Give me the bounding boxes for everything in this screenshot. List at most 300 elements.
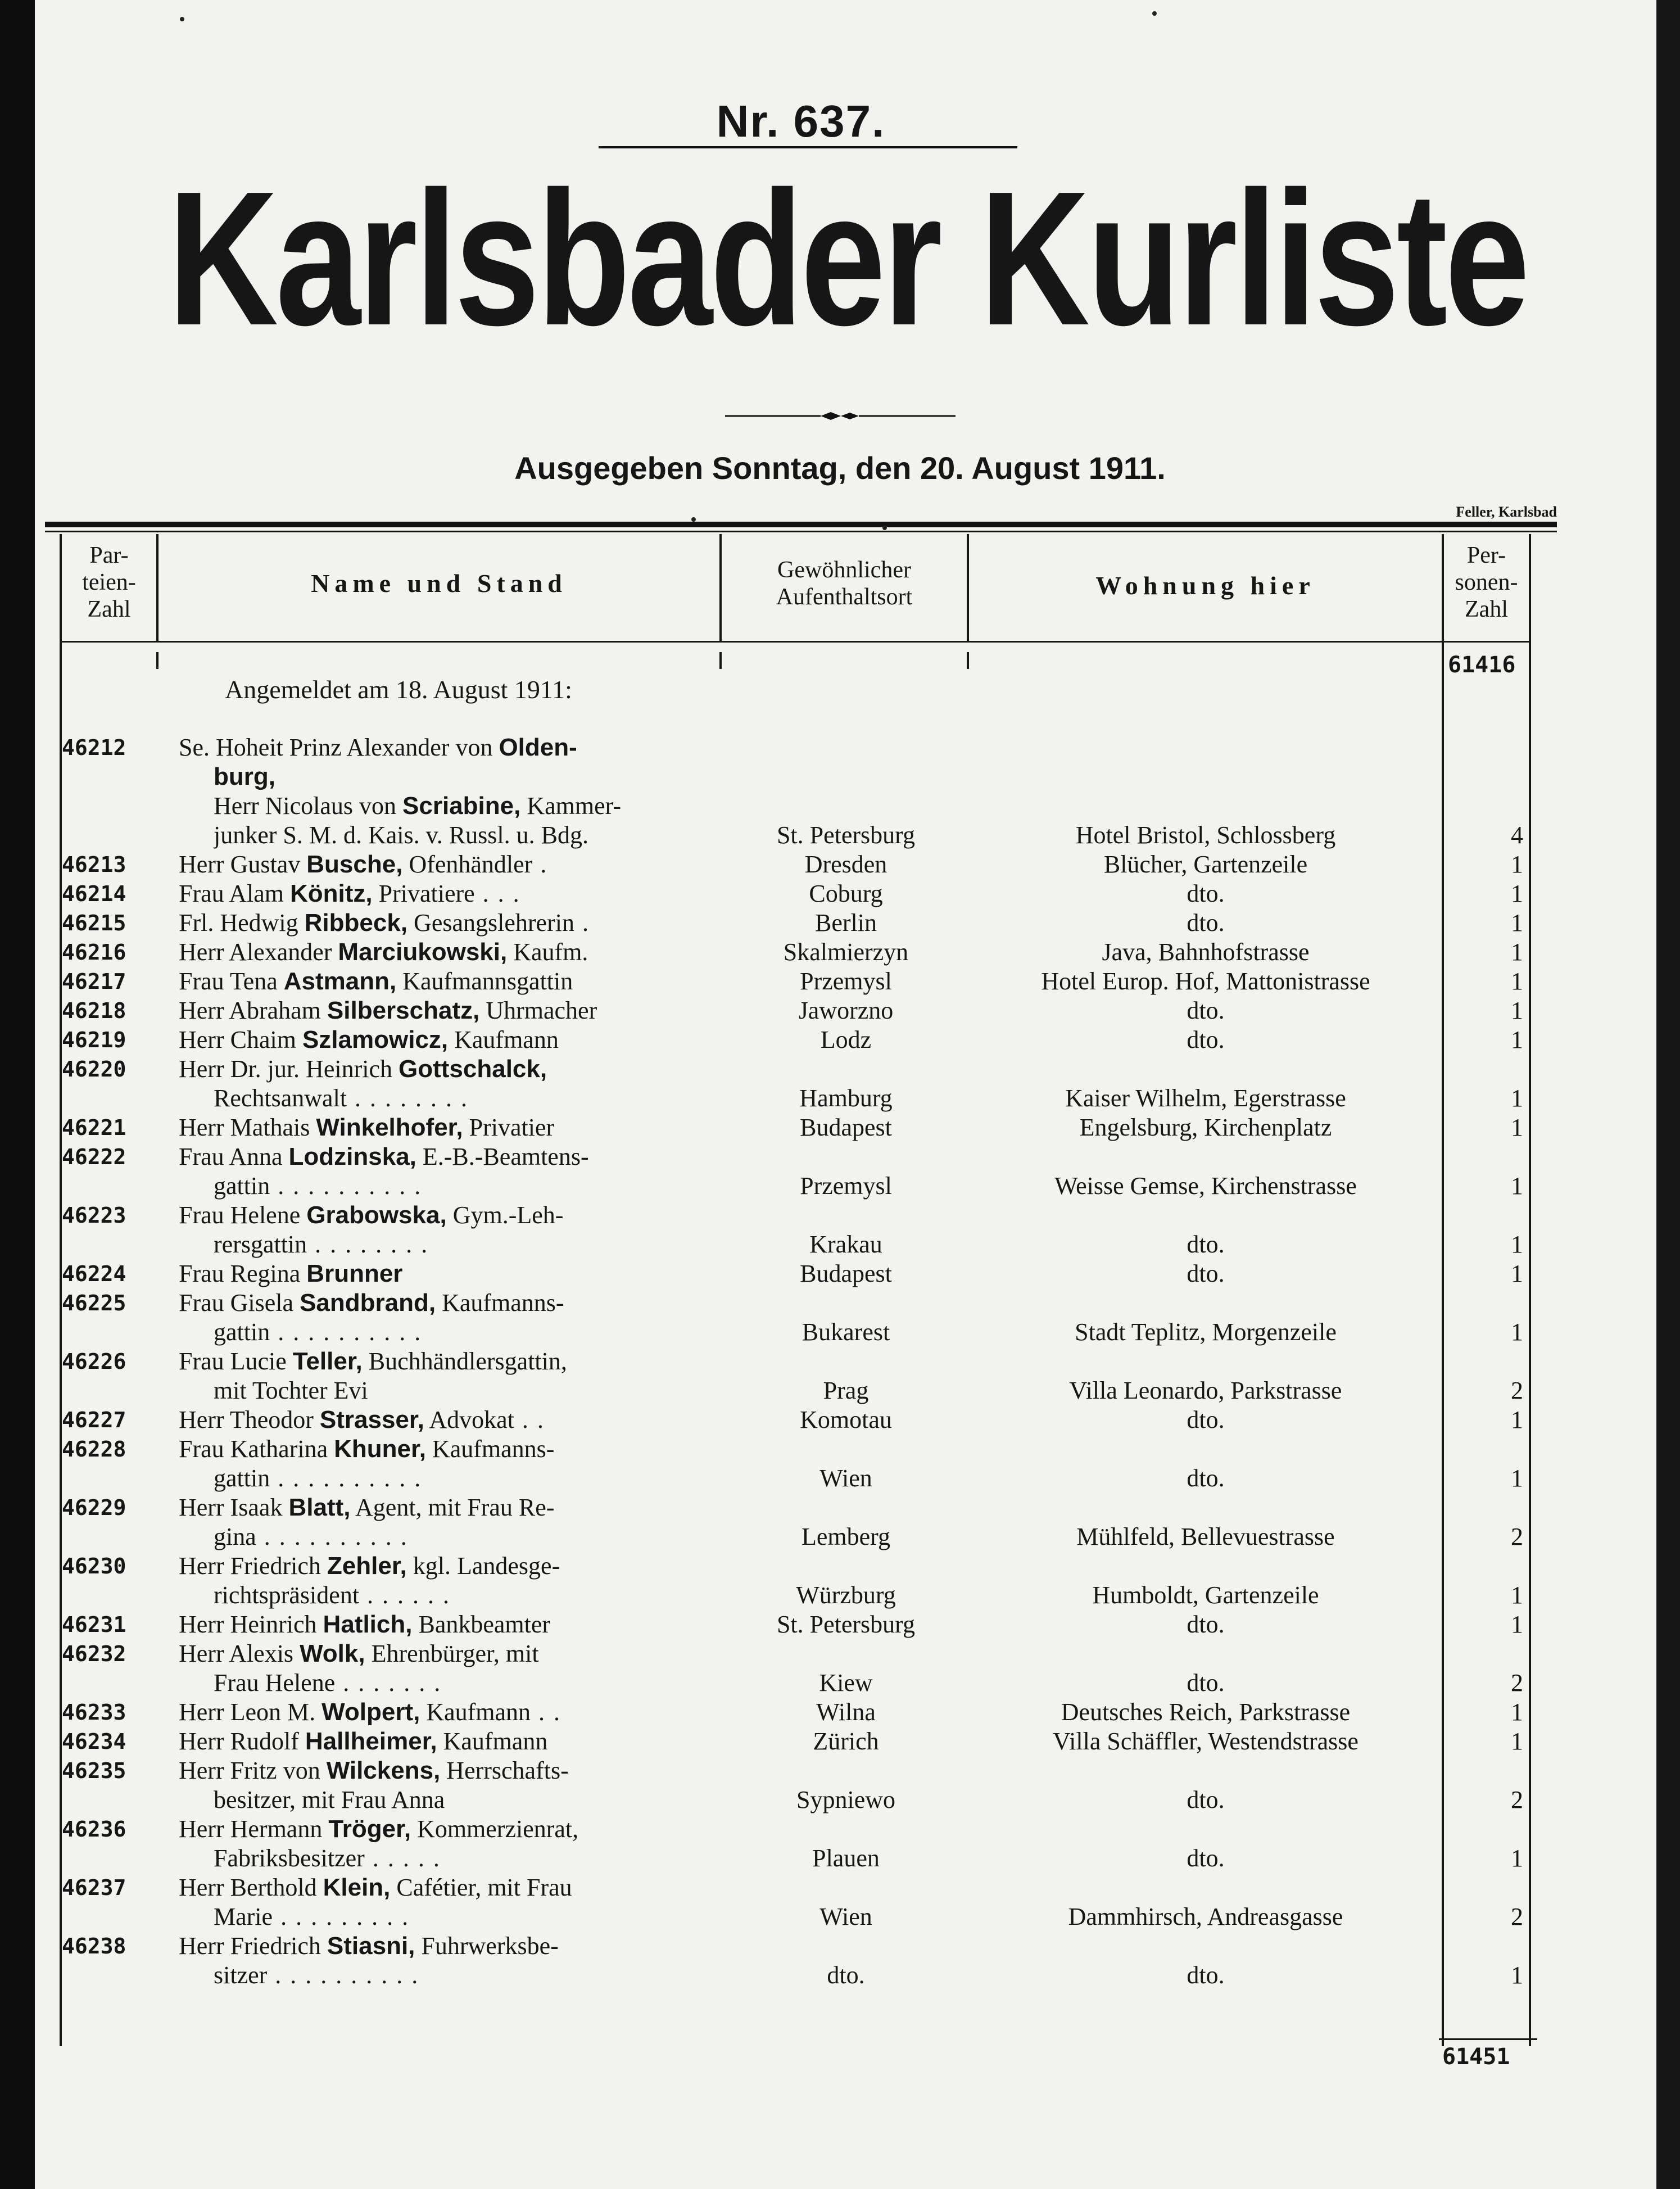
person-count-cell: 1 [1511,1961,1523,1989]
party-number: 46238 [62,1934,126,1959]
guest-name-status [214,1464,753,1492]
leader-dots [597,997,605,1024]
table-row [0,1611,1680,1639]
body-divider-3 [967,652,969,669]
party-number: 46229 [62,1495,126,1520]
name-prefix: Herr Heinrich [179,1611,323,1638]
leader-dots: .......... [278,1318,430,1346]
name-prefix: Herr Theodor [179,1406,320,1433]
lodging-cell: Villa Schäffler, Westendstrasse [1053,1727,1359,1755]
party-number: 46220 [62,1057,126,1082]
name-prefix: Frau Alam [179,880,290,907]
residence-cell: Berlin [815,909,877,937]
leader-dots: .......... [278,1464,430,1492]
table-row [0,1874,1680,1902]
lodging-cell: Deutsches Reich, Parkstrasse [1061,1698,1351,1726]
party-number: 46219 [62,1028,126,1052]
guest-surname: Stiasni, [327,1932,415,1960]
guest-name-status [179,1347,718,1376]
residence-cell: St. Petersburg [776,821,916,849]
table-row [0,1464,1680,1492]
leader-dots [445,1786,452,1813]
table-row [0,997,1680,1025]
leader-dots: .......... [264,1523,416,1550]
party-number: 46217 [62,969,126,994]
guest-name-status [214,1318,753,1346]
table-row [0,1201,1680,1229]
table-row [0,1903,1680,1931]
name-prefix: rersgattin [214,1231,307,1258]
residence-cell: Plauen [812,1844,880,1872]
party-number: 46222 [62,1145,126,1169]
name-suffix: Kaufmannsgattin [396,967,573,995]
issue-underline [599,146,1017,148]
issue-number: Nr. 637. [716,96,886,146]
guest-name-status [214,1377,753,1405]
name-prefix: Fabriksbesitzer [214,1844,365,1872]
name-prefix: Herr Rudolf [179,1727,305,1755]
residence-cell: Kiew [819,1669,873,1697]
leader-dots [564,1289,572,1317]
scan-speck [691,517,696,522]
party-number: 46215 [62,911,126,935]
guest-surname: Ribbeck, [304,909,408,937]
name-prefix: Frau Helene [214,1669,336,1697]
leader-dots: .. [522,1406,553,1433]
leader-dots [554,1494,562,1521]
name-prefix: Frau Tena [179,967,284,995]
leader-dots: ... [482,880,528,907]
residence-cell: Lemberg [801,1523,891,1550]
name-prefix: Frl. Hedwig [179,909,305,937]
name-prefix: Marie [214,1903,273,1930]
leader-dots: ........ [355,1084,477,1112]
leader-dots [567,1347,575,1375]
table-row [0,1347,1680,1376]
leader-dots [563,1201,571,1229]
residence-cell: Coburg [809,880,883,907]
person-count-cell: 1 [1511,1172,1523,1200]
guest-name-status [214,1903,753,1931]
guest-name-status [179,1406,718,1434]
guest-name-status [214,1786,753,1814]
leader-dots [547,1727,555,1755]
person-count-cell: 1 [1511,1727,1523,1755]
person-count-cell: 1 [1511,938,1523,966]
guest-name-status [179,967,718,996]
person-count-cell: 1 [1511,851,1523,878]
residence-cell: Dresden [804,851,887,878]
guest-name-status [214,1581,753,1609]
leader-dots [539,1640,547,1667]
guest-surname: Zehler, [327,1552,407,1580]
leader-dots [402,1260,410,1287]
name-prefix: Frau Gisela [179,1289,300,1317]
guest-surname: Astmann, [283,967,397,995]
scan-speck [1152,11,1157,16]
person-count-cell: 1 [1511,1464,1523,1492]
running-total-after: 61451 [1442,2044,1510,2070]
table-row [0,851,1680,879]
party-number: 46235 [62,1758,126,1783]
leader-dots [550,1611,558,1638]
name-prefix: Herr Hermann [179,1815,329,1843]
name-prefix: Herr Fritz von [179,1757,327,1784]
name-suffix: Agent, mit Frau Re- [350,1494,555,1521]
lodging-cell: Kaiser Wilhelm, Egerstrasse [1065,1084,1346,1112]
party-number: 46231 [62,1612,126,1637]
guest-name-status [179,1640,718,1668]
guest-surname: Hallheimer, [305,1727,437,1755]
guest-surname: Brunner [306,1260,403,1287]
table-row [0,1494,1680,1522]
leader-dots [547,1055,555,1083]
name-prefix: Herr Gustav [179,851,307,878]
col-party-count-header: Par- teien- Zahl [82,542,136,622]
guest-name-status [179,1698,718,1726]
guest-name-status [179,1552,718,1580]
lodging-cell: Dammhirsch, Andreasgasse [1068,1903,1343,1930]
residence-cell: Wien [819,1464,872,1492]
lodging-cell: Java, Bahnhofstrasse [1102,938,1310,966]
guest-name-status [179,1611,718,1639]
party-number: 46223 [62,1203,126,1228]
residence-cell: St. Petersburg [776,1611,916,1638]
guest-name-status [179,909,718,937]
guest-surname: Gottschalck, [399,1055,547,1083]
lodging-cell: dto. [1187,880,1225,907]
guest-surname: Busche, [306,851,403,878]
table-row [0,1640,1680,1668]
table-row [0,1377,1680,1405]
name-suffix: Kaufmann [437,1727,548,1755]
issue-date-subtitle: Ausgegeben Sonntag, den 20. August 1911. [514,450,1166,486]
party-number: 46234 [62,1729,126,1754]
person-count-cell: 1 [1511,1581,1523,1609]
running-total-before: 61416 [1448,652,1516,678]
person-count-cell: 1 [1511,909,1523,937]
name-prefix: Frau Helene [179,1201,307,1229]
name-prefix: Herr Isaak [179,1494,289,1521]
name-prefix: gattin [214,1464,270,1492]
lodging-cell: dto. [1187,1464,1225,1492]
leader-dots [621,792,629,820]
table-row [0,1932,1680,1960]
guest-name-status [179,1815,718,1843]
printer-credit: Feller, Karlsbad [1456,504,1557,520]
name-prefix: Herr Chaim [179,1026,302,1053]
residence-cell: Wilna [816,1698,876,1726]
guest-name-status [179,734,718,762]
name-suffix: Kaufmann [420,1698,531,1726]
lodging-cell: dto. [1187,1669,1225,1697]
person-count-cell: 1 [1511,1844,1523,1872]
lodging-cell: Humboldt, Gartenzeile [1092,1581,1319,1609]
table-row [0,763,1680,791]
guest-name-status [214,763,753,791]
residence-cell: Skalmierzyn [783,938,909,966]
residence-cell: dto. [827,1961,865,1989]
guest-name-status [214,821,753,849]
col-name-status-header: Name und Stand [311,569,567,598]
guest-surname: Lodzinska, [288,1143,416,1170]
name-prefix: Herr Berthold [179,1874,323,1901]
name-prefix: Herr Alexis [179,1640,300,1667]
person-count-cell: 1 [1511,1114,1523,1141]
residence-cell: Budapest [800,1114,892,1141]
lodging-cell: Engelsburg, Kirchenplatz [1079,1114,1332,1141]
guest-surname: Szlamowicz, [302,1026,449,1053]
guest-name-status [179,851,718,879]
name-prefix: sitzer [214,1961,268,1989]
name-suffix: Cafétier, mit Frau [390,1874,572,1901]
guest-surname: Khuner, [334,1435,426,1463]
guest-name-status [179,1143,718,1171]
guest-name-status [214,1231,753,1259]
guest-surname: Sandbrand, [300,1289,436,1317]
guest-surname: Blatt, [288,1494,351,1521]
guest-name-status [214,1844,753,1873]
table-row [0,734,1680,762]
leader-dots [368,1377,376,1404]
lodging-cell: dto. [1187,1961,1225,1989]
leader-dots: ........ [315,1231,437,1258]
table-row [0,938,1680,966]
residence-cell: Budapest [800,1260,892,1287]
person-count-cell: 1 [1511,1026,1523,1053]
guest-name-status [179,1494,718,1522]
guest-name-status [214,1523,753,1551]
name-suffix: Ofenhändler [402,851,533,878]
table-row [0,1289,1680,1317]
person-count-cell: 4 [1511,821,1523,849]
guest-surname: Grabowska, [306,1201,447,1229]
leader-dots [559,1026,567,1053]
table-row [0,1844,1680,1873]
table-row [0,967,1680,996]
guest-name-status [214,792,753,820]
guest-surname: Olden- [499,734,577,761]
person-count-cell: 1 [1511,1698,1523,1726]
name-prefix: Herr Nicolaus von [214,792,403,820]
table-row [0,1055,1680,1083]
table-row [0,1815,1680,1843]
guest-surname: Teller, [292,1347,363,1375]
party-number: 46227 [62,1408,126,1432]
leader-dots [554,1114,562,1141]
person-count-cell: 1 [1511,967,1523,995]
name-prefix: gina [214,1523,256,1550]
name-prefix: Se. Hoheit Prinz Alexander von [179,734,499,761]
person-count-cell: 2 [1511,1903,1523,1930]
guest-name-status [179,1201,718,1229]
party-number: 46226 [62,1349,126,1374]
lodging-cell: dto. [1187,997,1225,1024]
lodging-cell: Weisse Gemse, Kirchenstrasse [1054,1172,1357,1200]
table-row [0,821,1680,849]
person-count-cell: 1 [1511,1406,1523,1433]
person-count-cell: 2 [1511,1377,1523,1404]
total-rule [1439,2038,1537,2040]
leader-dots [572,1874,580,1901]
guest-surname: Wolk, [300,1640,365,1667]
guest-name-status [179,1289,718,1317]
leader-dots: ......... [280,1903,418,1930]
name-suffix: Advokat [424,1406,514,1433]
name-prefix: Frau Katharina [179,1435,334,1463]
guest-name-status [179,997,718,1025]
leader-dots [573,967,581,995]
lodging-cell: Blücher, Gartenzeile [1103,851,1308,878]
guest-surname: Wilckens, [326,1757,441,1784]
table-row [0,1581,1680,1609]
leader-dots: ...... [367,1581,459,1609]
table-row [0,1698,1680,1726]
name-suffix: Kommerzienrat, [411,1815,579,1843]
guest-name-status [179,938,718,966]
leader-dots: .......... [275,1961,427,1989]
guest-surname: burg, [214,763,275,790]
party-number: 46221 [62,1115,126,1140]
name-prefix: Herr Leon M. [179,1698,322,1726]
body-divider-1 [156,652,159,669]
name-suffix: Ehrenbürger, mit [365,1640,539,1667]
person-count-cell: 1 [1511,1260,1523,1287]
leader-dots [578,1815,586,1843]
col-lodging-header: Wohnung hier [1095,571,1315,600]
masthead-title: Karlsbader Kurliste [167,152,1528,365]
guest-surname: Klein, [323,1874,391,1901]
guest-name-status [179,1055,718,1083]
lodging-cell: dto. [1187,1231,1225,1258]
leader-dots [559,1932,567,1960]
guest-surname: Tröger, [328,1815,411,1843]
table-row [0,1026,1680,1054]
lodging-cell: Mühlfeld, Bellevuestrasse [1076,1523,1335,1550]
party-number: 46212 [62,735,126,760]
party-number: 46218 [62,998,126,1023]
leader-dots [588,821,596,849]
guest-name-status [179,880,718,908]
residence-cell: Wien [819,1903,872,1930]
name-prefix: Frau Lucie [179,1347,293,1375]
lodging-cell: dto. [1187,1026,1225,1053]
person-count-cell: 2 [1511,1523,1523,1550]
header-rule-thick [45,522,1557,527]
name-suffix: Kaufmanns- [436,1289,564,1317]
name-prefix: gattin [214,1318,270,1346]
name-suffix: Herrschafts- [440,1757,569,1784]
residence-cell: Jaworzno [798,997,894,1024]
scan-speck [180,17,184,21]
table-row [0,1318,1680,1346]
body-divider-2 [719,652,722,669]
header-bottom-rule [60,641,1531,643]
guest-name-status [179,1932,718,1960]
name-prefix: mit Tochter Evi [214,1377,368,1404]
guest-name-status [214,1669,753,1697]
party-number: 46237 [62,1875,126,1900]
name-suffix: Bankbeamter [412,1611,551,1638]
person-count-cell: 1 [1511,1231,1523,1258]
leader-dots [554,1435,562,1463]
residence-cell: Zürich [813,1727,879,1755]
table-row [0,1435,1680,1463]
leader-dots [577,734,585,761]
guest-name-status [214,1961,753,1989]
name-suffix: kgl. Landesge- [406,1552,560,1580]
lodging-cell: Hotel Europ. Hof, Mattonistrasse [1041,967,1370,995]
received-date-line: Angemeldet am 18. August 1911: [225,675,572,704]
name-prefix: Herr Friedrich [179,1552,327,1580]
name-suffix: E.-B.-Beamtens- [416,1143,589,1170]
lodging-cell: Stadt Teplitz, Morgenzeile [1075,1318,1337,1346]
name-suffix: Privatier [463,1114,555,1141]
party-number: 46224 [62,1261,126,1286]
party-number: 46228 [62,1437,126,1462]
table-row [0,1961,1680,1989]
table-row [0,1727,1680,1756]
party-number: 46236 [62,1817,126,1842]
leader-dots [275,763,283,790]
leader-dots: .......... [278,1172,430,1200]
name-suffix: Fuhrwerksbe- [415,1932,559,1960]
leader-dots [588,938,596,966]
leader-dots: ....... [343,1669,450,1697]
lodging-cell: dto. [1187,1844,1225,1872]
lodging-cell: dto. [1187,1786,1225,1813]
table-row [0,1260,1680,1288]
ornament-rule [725,410,956,422]
party-number: 46232 [62,1641,126,1666]
leader-dots [560,1552,568,1580]
person-count-cell: 2 [1511,1669,1523,1697]
name-suffix: Kaufmanns- [425,1435,555,1463]
name-prefix: Herr Alexander [179,938,338,966]
guest-surname: Winkelhofer, [316,1114,463,1141]
guest-name-status [179,1757,718,1785]
table-row [0,1523,1680,1551]
name-prefix: junker S. M. d. Kais. v. Russl. u. Bdg. [214,821,588,849]
party-number: 46216 [62,940,126,965]
guest-name-status [179,1026,718,1054]
name-prefix: Herr Dr. jur. Heinrich [179,1055,399,1083]
name-prefix: Herr Abraham [179,997,327,1024]
guest-name-status [179,1260,718,1288]
residence-cell: Sypniewo [796,1786,895,1813]
name-prefix: Herr Friedrich [179,1932,327,1960]
name-prefix: Rechtsanwalt [214,1084,347,1112]
guest-name-status [214,1172,753,1200]
leader-dots [569,1757,577,1784]
residence-cell: Hamburg [799,1084,893,1112]
residence-cell: Krakau [809,1231,882,1258]
leader-dots: ..... [372,1844,449,1872]
guest-surname: Scriabine, [402,792,521,820]
table-row [0,1143,1680,1171]
name-suffix: Kaufmann [448,1026,559,1053]
table-row [0,1757,1680,1785]
guest-name-status [179,1114,718,1142]
leader-dots: .. [538,1698,569,1726]
residence-cell: Przemysl [800,967,892,995]
lodging-cell: dto. [1187,1611,1225,1638]
guest-name-status [179,1874,718,1902]
party-number: 46230 [62,1554,126,1579]
name-prefix: besitzer, mit Frau Anna [214,1786,445,1813]
guest-name-status [179,1435,718,1463]
residence-cell: Würzburg [796,1581,896,1609]
